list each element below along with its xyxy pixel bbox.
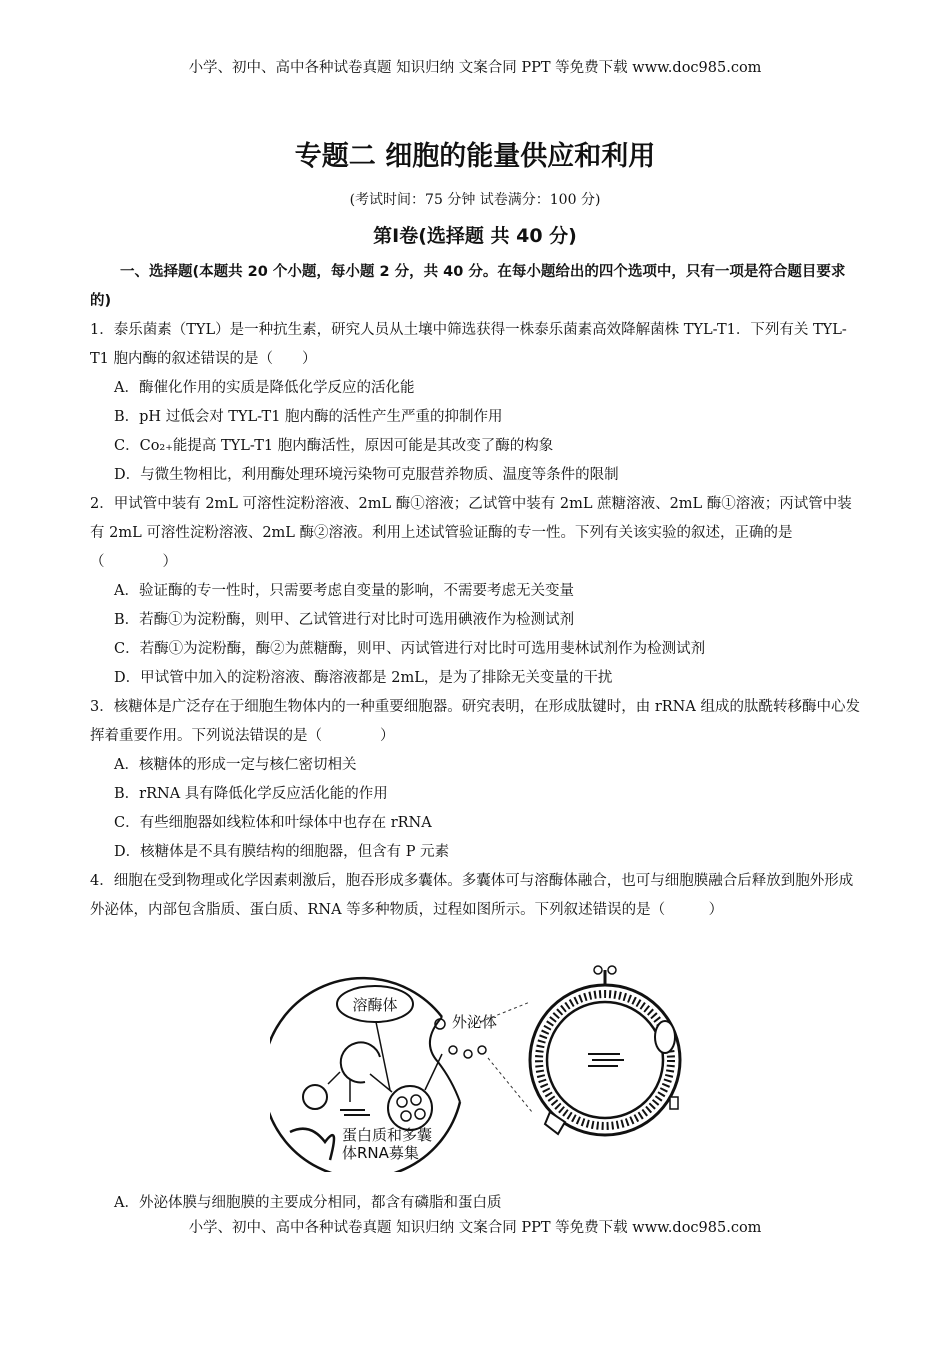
inner-vesicle: [397, 1097, 407, 1107]
receptor-head: [608, 966, 616, 974]
question-1-option-d: D．与微生物相比，利用酶处理环境污染物可克服营养物质、温度等条件的限制: [114, 467, 619, 483]
multivesicular-body: [388, 1086, 432, 1130]
section-title: 第Ⅰ卷(选择题 共 40 分): [373, 225, 577, 247]
exosome-vesicle: [464, 1050, 472, 1058]
inner-vesicle: [411, 1095, 421, 1105]
question-2-option-a: A．验证酶的专一性时，只需要考虑自变量的影响，不需要考虑无关变量: [114, 583, 574, 599]
question-1-option-b: B．pH 过低会对 TYL-T1 胞内酶的活性产生严重的抑制作用: [114, 409, 503, 425]
exosome-vesicle: [478, 1046, 486, 1054]
inner-vesicle: [401, 1111, 411, 1121]
label-protein-line1: 蛋白质和多囊: [342, 1126, 433, 1144]
header-banner: 小学、初中、高中各种试卷真题 知识归纳 文案合同 PPT 等免费下载 www.doc985.com: [188, 60, 762, 76]
inner-vesicle: [415, 1109, 425, 1119]
label-protein-line2: 体RNA募集: [342, 1144, 419, 1162]
question-3-option-a: A．核糖体的形成一定与核仁密切相关: [114, 757, 357, 773]
page-title: 专题二 细胞的能量供应和利用: [294, 141, 656, 172]
question-1-option-c: C．Co₂₊能提高 TYL-T1 胞内酶活性，原因可能是其改变了酶的构象: [114, 438, 554, 454]
membrane-protein: [655, 1021, 675, 1053]
endocytosis-site: [290, 1129, 334, 1160]
membrane-protein-small: [670, 1097, 678, 1109]
question-1-stem: 1．泰乐菌素（TYL）是一种抗生素，研究人员从土壤中筛选获得一株泰乐菌素高效降解菌株 TYL-T1．下列有关 TYL-T1 胞内酶的叙述错误的是（ ）: [90, 322, 847, 367]
question-2-stem: 2．甲试管中装有 2mL 可溶性淀粉溶液、2mL 酶①溶液；乙试管中装有 2mL 蔗糖溶液、2mL 酶①溶液；丙试管中装有 2mL 可溶性淀粉溶液、2mL 酶②溶液。利用上述试管验证酶的专一性。下列有关该实验的叙述，正确的是（ ）: [90, 496, 852, 570]
receptor-head: [594, 966, 602, 974]
arrow-vesicle: [328, 1072, 340, 1084]
question-2-option-c: C．若酶①为淀粉酶，酶②为蔗糖酶，则甲、丙试管进行对比时可选用斐林试剂作为检测试剂: [114, 641, 706, 657]
question-3-option-c: C．有些细胞器如线粒体和叶绿体中也存在 rRNA: [114, 815, 432, 831]
question-4-stem: 4．细胞在受到物理或化学因素刺激后，胞吞形成多囊体。多囊体可与溶酶体融合，也可与细胞膜融合后释放到胞外形成外泌体，内部包含脂质、蛋白质、RNA 等多种物质，过程如图所示。下列叙述错误的是（ ）: [90, 873, 854, 918]
zoom-line: [488, 1058, 532, 1112]
early-vesicle: [303, 1085, 327, 1109]
exam-info: (考试时间：75 分钟 试卷满分：100 分): [349, 192, 601, 208]
instructions: 一、选择题(本题共 20 个小题，每小题 2 分，共 40 分。在每小题给出的四个选项中，只有一项是符合题目要求的): [90, 264, 846, 309]
arrow-to-exosome: [425, 1054, 442, 1090]
exosome-vesicle: [449, 1046, 457, 1054]
label-exosome: 外泌体: [452, 1013, 498, 1031]
exosome-figure: [270, 962, 690, 1172]
question-3-option-b: B．rRNA 具有降低化学反应活化能的作用: [114, 786, 388, 802]
questions-area: [90, 258, 860, 925]
question-3-option-d: D．核糖体是不具有膜结构的细胞器，但含有 P 元素: [114, 844, 450, 860]
question-3-stem: 3．核糖体是广泛存在于细胞生物体内的一种重要细胞器。研究表明，在形成肽键时，由 rRNA 组成的肽酰转移酶中心发挥着重要作用。下列说法错误的是（ ）: [90, 699, 860, 744]
question-2-option-b: B．若酶①为淀粉酶，则甲、乙试管进行对比时可选用碘液作为检测试剂: [114, 612, 575, 628]
label-lysosome: 溶酶体: [352, 996, 398, 1014]
membrane-channel: [545, 1112, 565, 1134]
question-1-option-a: A．酶催化作用的实质是降低化学反应的活化能: [114, 380, 415, 396]
question-2-option-d: D．甲试管中加入的淀粉溶液、酶溶液都是 2mL，是为了排除无关变量的干扰: [114, 670, 613, 686]
footer-banner: 小学、初中、高中各种试卷真题 知识归纳 文案合同 PPT 等免费下载 www.doc985.com: [188, 1220, 762, 1236]
question-4-option-a: A．外泌体膜与细胞膜的主要成分相同，都含有磷脂和蛋白质: [114, 1195, 502, 1211]
